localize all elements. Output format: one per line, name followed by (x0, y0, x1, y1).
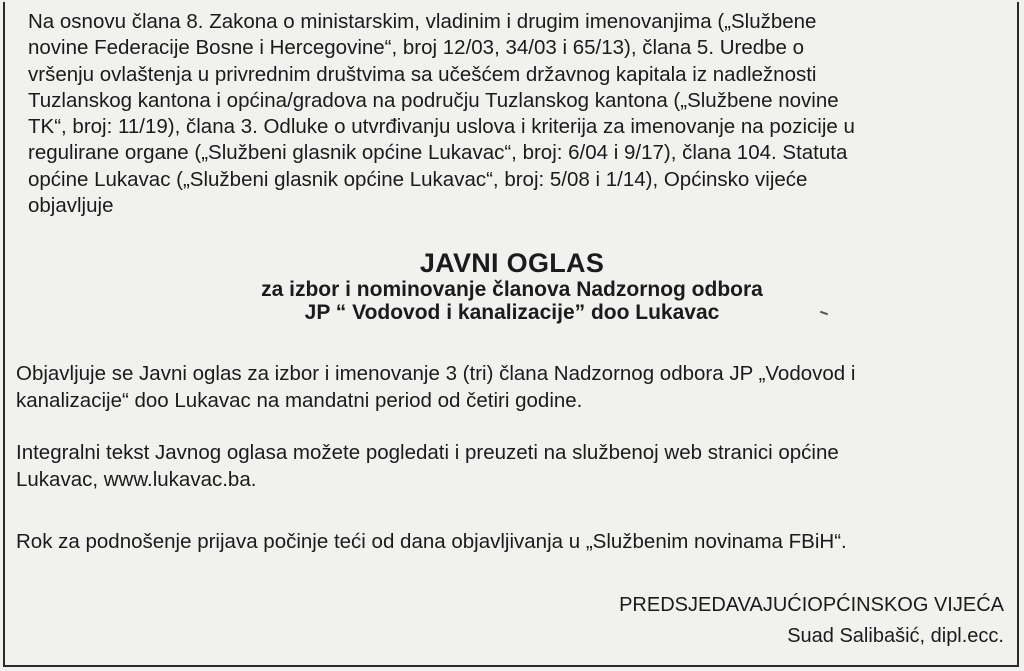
intro-line: objavljuje (28, 194, 114, 218)
intro-line: TK“, broj: 11/19), člana 3. Odluke o utvrđivanju uslova i kriterija za imenovanje na pozicije u (28, 115, 855, 139)
paragraph-line: kanalizacije“ doo Lukavac na mandatni period od četiri godine. (16, 389, 583, 412)
notice-title: JAVNI OGLAS (419, 248, 605, 278)
signature-position: PREDSJEDAVAJUĆIOPĆINSKOG VIJEĆA (619, 594, 1004, 616)
notice-heading (0, 248, 1024, 324)
intro-line: općine Lukavac („Službeni glasnik općine Lukavac“, broj: 5/08 i 1/14), Općinsko vijeće (28, 167, 808, 191)
paragraph-line: Integralni tekst Javnog oglasa možete pogledati i preuzeti na službenoj web stranici općine (16, 441, 839, 464)
intro-line: Tuzlanskog kantona i općina/gradova na području Tuzlanskog kantona („Službene novine (28, 88, 839, 112)
paragraph-line: Lukavac, www.lukavac.ba. (16, 468, 257, 491)
notice-subtitle-2: JP “ Vodovod i kanalizacije” doo Lukavac (304, 301, 720, 324)
intro-line: vršenju ovlaštenja u privrednim društvima sa učešćem državnog kapitala iz nadležnosti (28, 62, 817, 86)
paragraph-line: Objavljuje se Javni oglas za izbor i imenovanje 3 (tri) člana Nadzornog odbora JP „Vodovod i (16, 362, 856, 385)
intro-paragraph (28, 9, 1008, 219)
notice-subtitle-1: za izbor i nominovanje članova Nadzornog odbora (261, 278, 763, 301)
signature-name: Suad Salibašić, dipl.ecc. (787, 625, 1004, 647)
website-paragraph (16, 439, 1016, 493)
intro-line: regulirane organe („Službeni glasnik općine Lukavac“, broj: 6/04 i 9/17), člana 104. Statuta (28, 141, 848, 165)
announcement-paragraph (16, 360, 1016, 414)
paragraph-line: Rok za podnošenje prijava počinje teći od dana objavljivanja u „Službenim novinama FBiH“. (16, 530, 847, 553)
intro-line: novine Federacije Bosne i Hercegovine“, broj 12/03, 34/03 i 65/13), člana 5. Uredbe o (28, 36, 805, 60)
intro-line: Na osnovu člana 8. Zakona o ministarskim, vladinim i drugim imenovanjima („Službene (28, 10, 817, 33)
deadline-paragraph (16, 528, 1016, 555)
